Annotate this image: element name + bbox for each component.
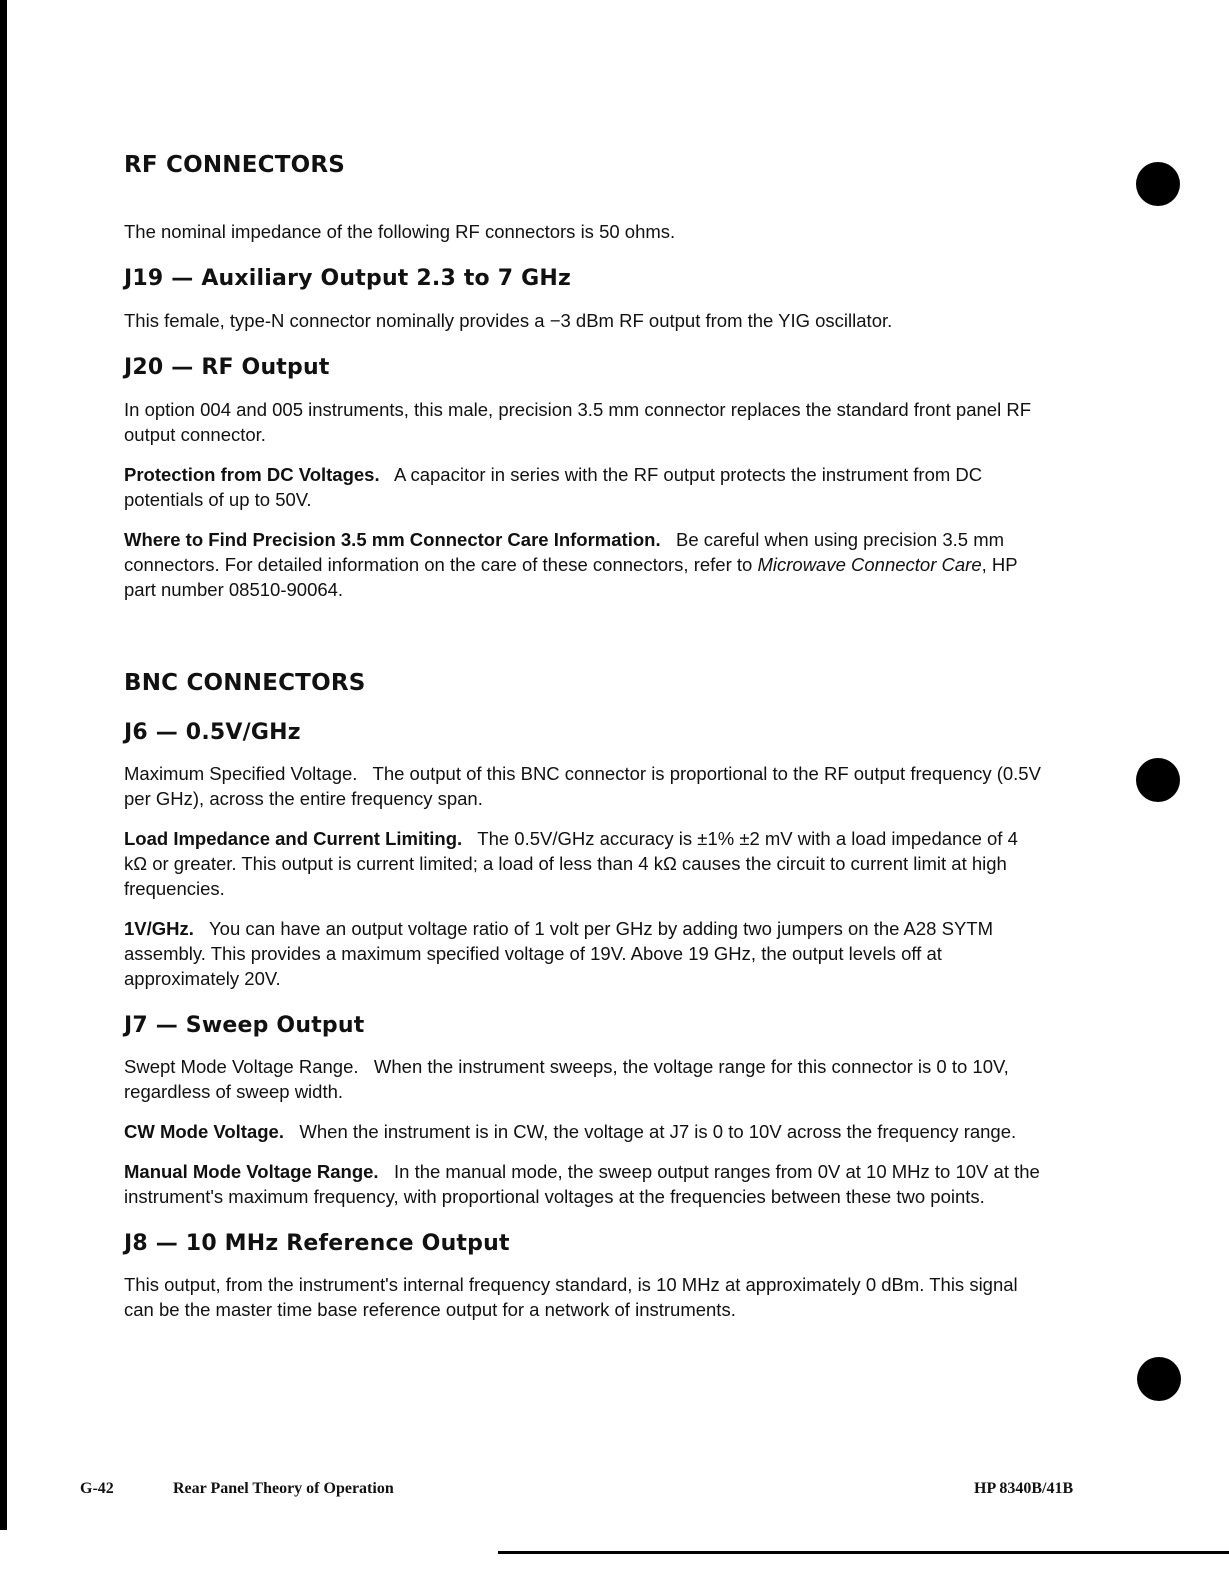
protection-lead: Protection from DC Voltages. <box>124 464 380 485</box>
care-lead: Where to Find Precision 3.5 mm Connector Care Information. <box>124 529 661 550</box>
ratio-lead: 1V/GHz. <box>124 918 194 939</box>
binder-hole-top <box>1136 162 1180 206</box>
bottom-rule <box>498 1551 1229 1554</box>
ratio-text: You can have an output voltage ratio of 1 volt per GHz by adding two jumpers on the A28 SYTM assembly. This provides a maximum specified voltage of 19V. Above 19 GHz, the output levels off at approximately 20V. <box>124 918 993 989</box>
load-impedance-paragraph <box>124 826 1044 901</box>
page-content <box>124 152 1044 1322</box>
care-reference: Microwave Connector Care <box>757 554 982 575</box>
swept-mode-paragraph <box>124 1054 1044 1104</box>
care-paragraph <box>124 527 1044 602</box>
binder-hole-middle <box>1136 758 1180 802</box>
max-voltage-lead: Maximum Specified Voltage. <box>124 763 358 784</box>
rf-connectors-heading: RF CONNECTORS <box>124 152 346 178</box>
j6-heading: J6 — 0.5V/GHz <box>124 720 301 745</box>
j19-heading: J19 — Auxiliary Output 2.3 to 7 GHz <box>124 266 571 291</box>
protection-text: A capacitor in series with the RF output protects the instrument from DC potentials of up to 50V. <box>124 464 983 510</box>
j20-text: In option 004 and 005 instruments, this male, precision 3.5 mm connector replaces the standard front panel RF output connector. <box>124 399 1031 445</box>
rf-intro: The nominal impedance of the following RF connectors is 50 ohms. <box>124 221 676 242</box>
manual-mode-lead: Manual Mode Voltage Range. <box>124 1161 379 1182</box>
manual-mode-paragraph <box>124 1159 1044 1209</box>
care-tail: , HP part number 08510-90064. <box>124 554 1018 600</box>
j8-text: This output, from the instrument's internal frequency standard, is 10 MHz at approximately 0 dBm. This signal can be the master time base reference output for a network of instruments. <box>124 1274 1018 1320</box>
max-voltage-text: The output of this BNC connector is proportional to the RF output frequency (0.5V per GHz), across the entire frequency span. <box>124 763 1041 809</box>
footer-section-title: Rear Panel Theory of Operation <box>173 1480 394 1497</box>
swept-mode-lead: Swept Mode Voltage Range. <box>124 1056 359 1077</box>
left-margin-rule <box>0 0 7 1530</box>
max-voltage-paragraph <box>124 761 1044 811</box>
j7-heading: J7 — Sweep Output <box>124 1013 365 1038</box>
j8-heading: J8 — 10 MHz Reference Output <box>124 1231 510 1256</box>
cw-mode-lead: CW Mode Voltage. <box>124 1121 284 1142</box>
footer-model: HP 8340B/41B <box>974 1480 1074 1497</box>
bnc-connectors-heading: BNC CONNECTORS <box>124 670 366 696</box>
ratio-paragraph <box>124 916 1044 991</box>
swept-mode-text: When the instrument sweeps, the voltage range for this connector is 0 to 10V, regardless of sweep width. <box>124 1056 1009 1102</box>
binder-hole-bottom <box>1137 1357 1181 1401</box>
footer-page-number: G-42 <box>80 1480 114 1497</box>
manual-mode-text: In the manual mode, the sweep output ranges from 0V at 10 MHz to 10V at the instrument's maximum frequency, with proportional voltages at the frequencies between these two points. <box>124 1161 1040 1207</box>
care-text: Be careful when using precision 3.5 mm connectors. For detailed information on the care of these connectors, refer to <box>124 529 1005 575</box>
protection-paragraph <box>124 462 1044 512</box>
cw-mode-text: When the instrument is in CW, the voltage at J7 is 0 to 10V across the frequency range. <box>299 1121 1017 1142</box>
cw-mode-paragraph <box>124 1119 1044 1144</box>
load-impedance-lead: Load Impedance and Current Limiting. <box>124 828 463 849</box>
j20-heading: J20 — RF Output <box>124 355 330 380</box>
j19-text: This female, type-N connector nominally provides a −3 dBm RF output from the YIG oscillator. <box>124 310 893 331</box>
load-impedance-text: The 0.5V/GHz accuracy is ±1% ±2 mV with a load impedance of 4 kΩ or greater. This output is current limited; a load of less than 4 kΩ causes the circuit to current limit at high frequencies. <box>124 828 1018 899</box>
